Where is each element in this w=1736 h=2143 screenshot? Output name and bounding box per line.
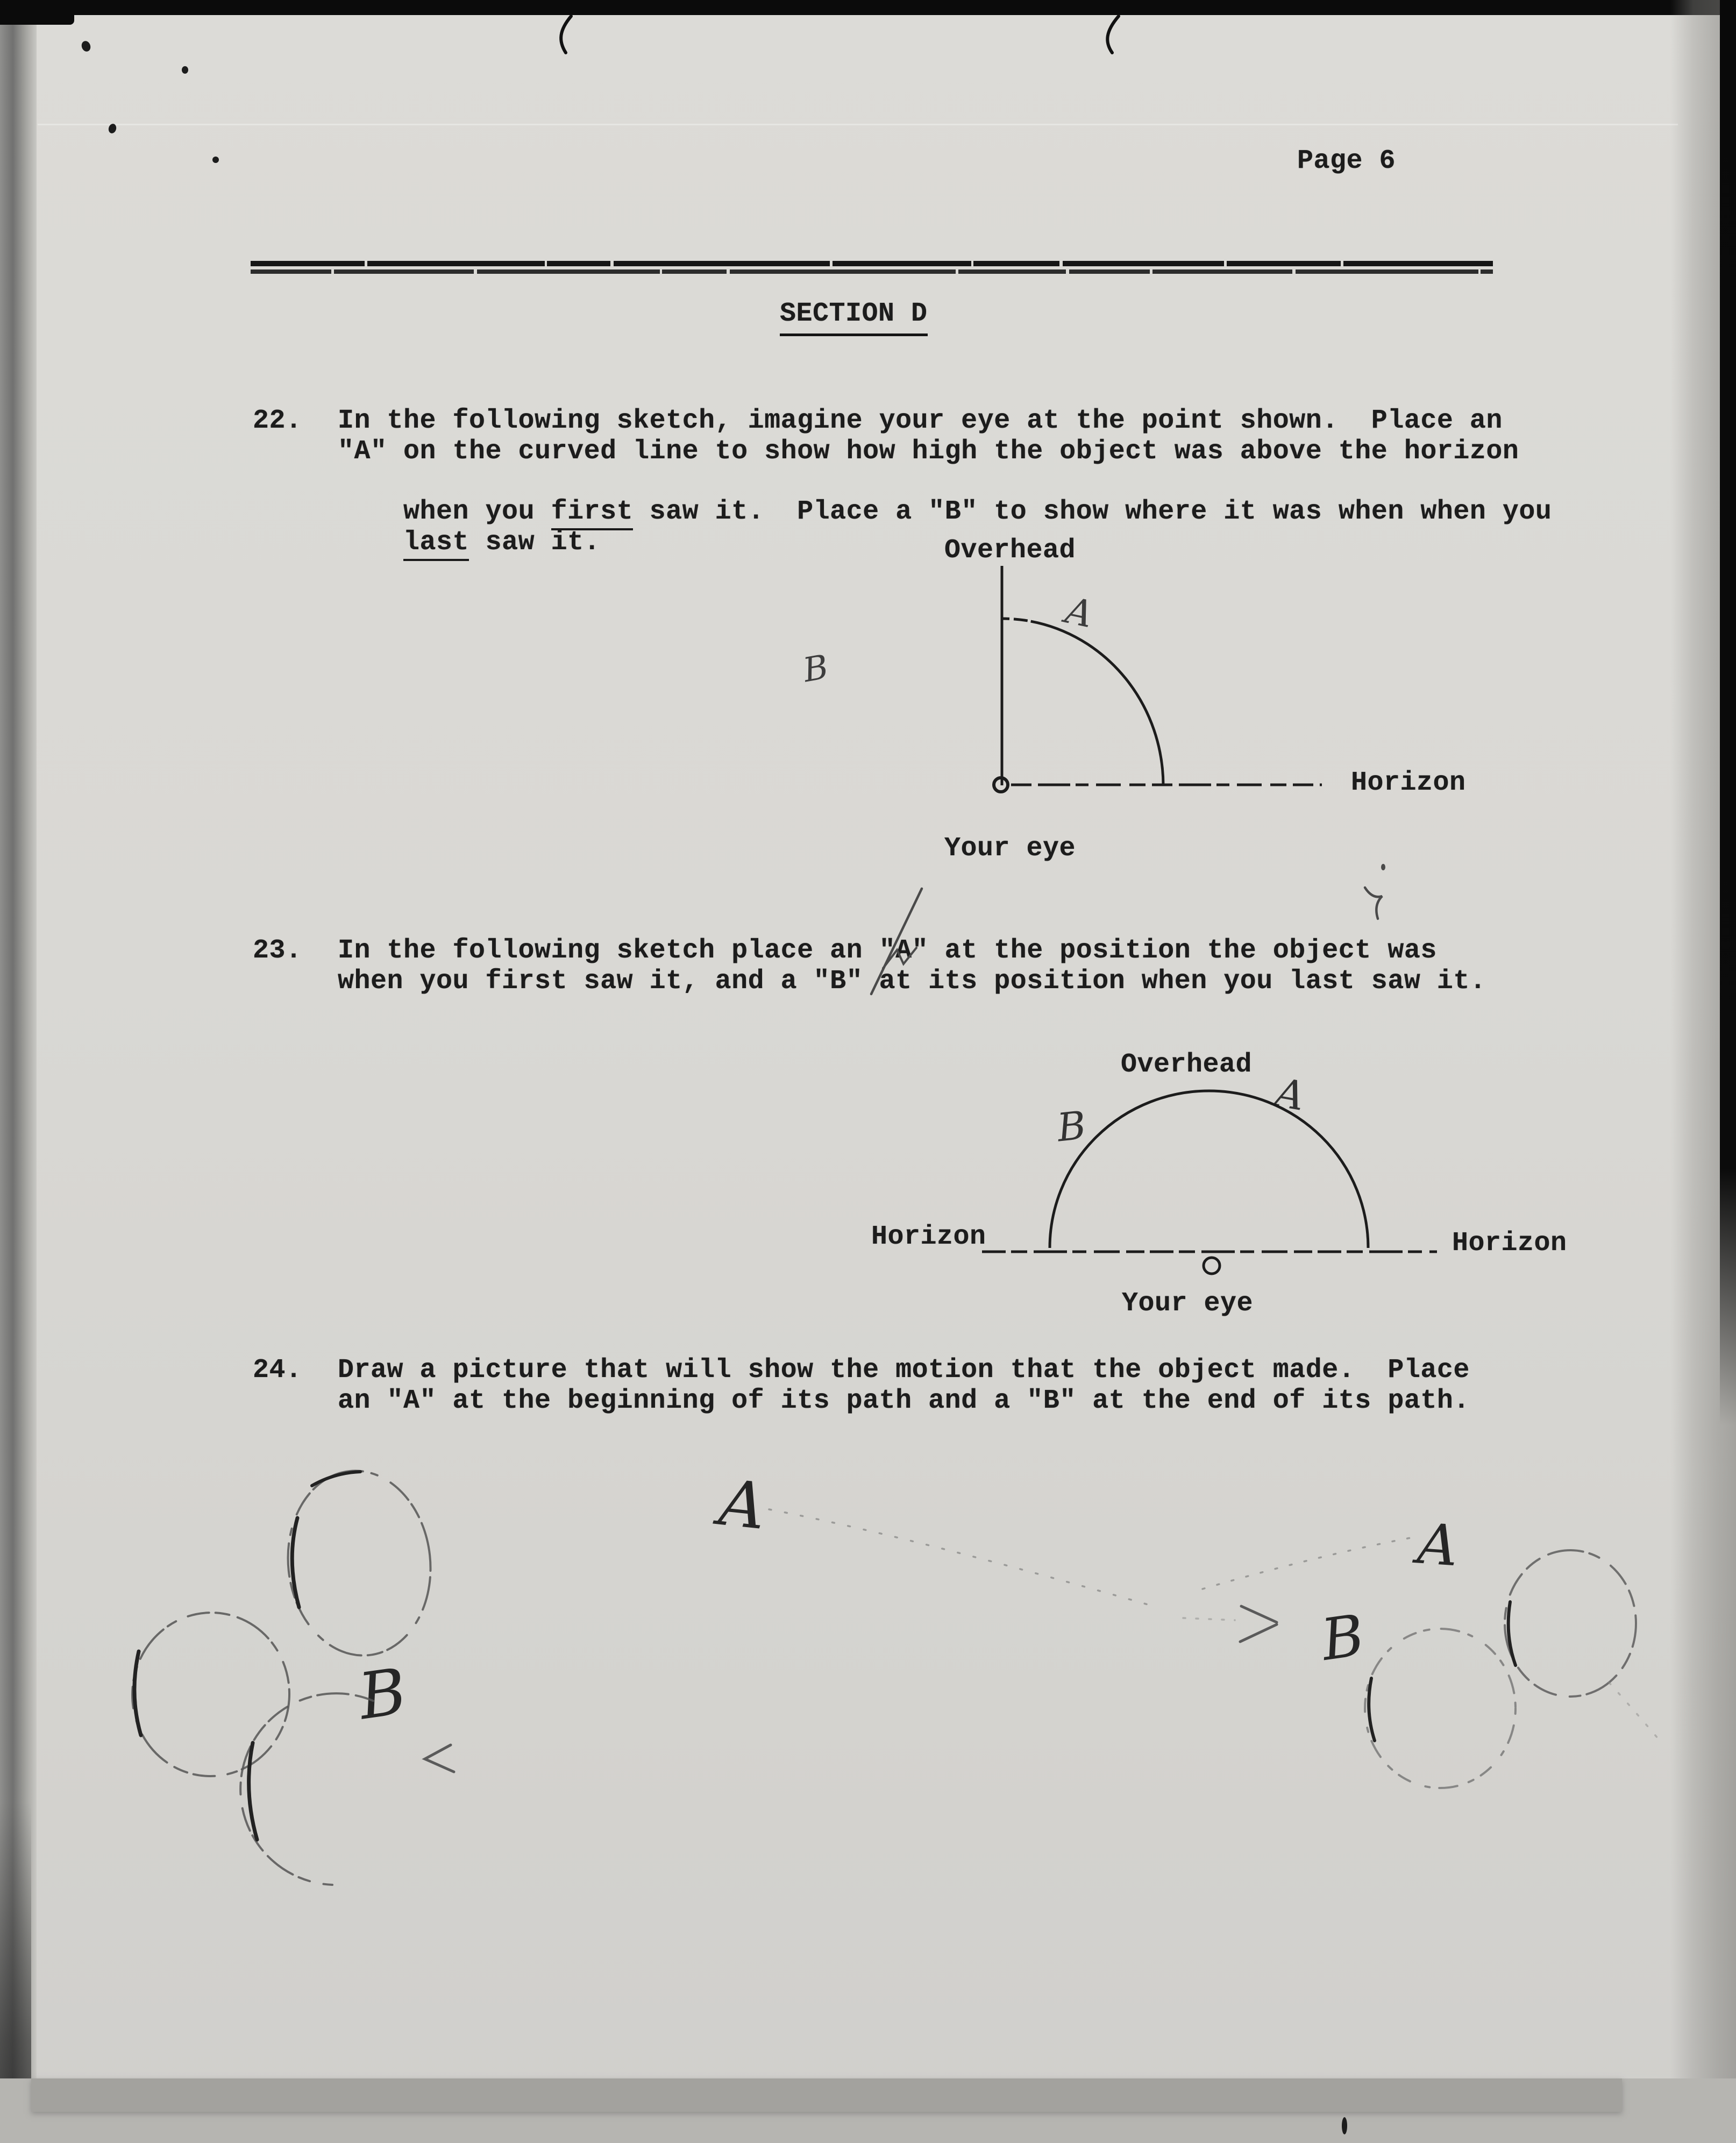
q22-line-1: In the following sketch, imagine your eye at the point shown. Place an <box>338 406 1503 436</box>
q23-line-2: when you first saw it, and a "B" at its position when you last saw it. <box>338 966 1486 997</box>
q22-word-first-underlined: first <box>551 496 634 530</box>
film-curl-mark-left <box>561 16 571 53</box>
pencil-accent-4 <box>249 1743 257 1840</box>
pencil-accent-6 <box>1369 1678 1375 1741</box>
sketch23-figure <box>982 1091 1437 1274</box>
pencil-circle-left <box>127 1607 295 1782</box>
pencil-right-arrow <box>1240 1606 1277 1642</box>
sketch23-handwritten-a: A <box>1271 1069 1308 1120</box>
q24-line-2: an "A" at the beginning of its path and a "B" at the end of its path. <box>338 1386 1470 1416</box>
drawing24-handwritten-a-right: A <box>1415 1510 1461 1579</box>
q22-line-4-post: saw it. <box>469 527 601 558</box>
q22-number: 22. <box>253 406 302 436</box>
sketch22-handwritten-a: A <box>1062 589 1097 637</box>
sketch23-dome-arc <box>1050 1091 1368 1248</box>
faint-trajectory-right <box>1203 1537 1413 1589</box>
q22-line-3-post: saw it. Place a "B" to show where it was when when you <box>633 496 1552 527</box>
sketch22-elevation-arc <box>1002 619 1163 785</box>
drawing24-handwritten-b-left: B <box>354 1654 411 1734</box>
sketch22-overhead-label: Overhead <box>944 535 1076 566</box>
pencil-circle-right-lower <box>1365 1629 1516 1788</box>
q23-number: 23. <box>253 935 302 966</box>
q22-word-last-underlined: last <box>403 527 469 561</box>
sketch23-eye-point <box>1204 1258 1220 1274</box>
sketch22-figure <box>994 566 1322 792</box>
faint-tail-arc <box>1609 1683 1661 1742</box>
pencil-accent-5 <box>1509 1602 1516 1665</box>
faint-lead-line-arrow <box>1183 1618 1235 1620</box>
q23-line-1: In the following sketch place an "A" at the position the object was <box>338 935 1437 966</box>
pencil-accent-3 <box>134 1651 141 1735</box>
pencil-circle-bottom-open <box>240 1693 373 1885</box>
sketch23-horizon-left-label: Horizon <box>871 1222 986 1252</box>
drawing24-right-group <box>1183 1537 1661 1788</box>
pencil-circle-top <box>279 1464 440 1663</box>
sketch23-handwritten-b: B <box>1055 1102 1088 1151</box>
pencil-check-mark <box>1365 888 1382 919</box>
pencil-check-dot <box>1381 864 1385 870</box>
sketch23-horizon-right-label: Horizon <box>1452 1228 1567 1259</box>
sketch22-handwritten-b: B <box>800 647 831 690</box>
q22-line-3-pre: when you <box>403 496 551 527</box>
pencil-circle-right-upper <box>1505 1550 1636 1697</box>
pencil-marks-q23 <box>871 864 1385 994</box>
sketch23-your-eye-label: Your eye <box>1122 1288 1254 1319</box>
page-number: Page 6 <box>1297 146 1396 176</box>
sketch22-your-eye-label: Your eye <box>944 833 1076 864</box>
q24-number: 24. <box>253 1355 302 1386</box>
drawing24-handwritten-b-right: B <box>1317 1602 1369 1673</box>
dust-specks <box>80 40 1347 2134</box>
pencil-left-chevron <box>425 1745 454 1772</box>
section-title: SECTION D <box>780 299 928 336</box>
film-curl-mark-right <box>1107 16 1119 53</box>
q22-line-2: "A" on the curved line to show how high the object was above the horizon <box>338 436 1519 467</box>
drawing24-handwritten-a-left: A <box>716 1465 770 1544</box>
sketch22-horizon-label: Horizon <box>1351 768 1466 798</box>
pencil-slash-through-a <box>871 889 922 994</box>
header-double-rule <box>251 264 1493 272</box>
q24-line-1: Draw a picture that will show the motion that the object made. Place <box>338 1355 1470 1386</box>
faint-trajectory-left <box>769 1509 1157 1607</box>
sketch23-overhead-label: Overhead <box>1121 1049 1253 1080</box>
drawing24-left-group <box>127 1464 1157 1885</box>
